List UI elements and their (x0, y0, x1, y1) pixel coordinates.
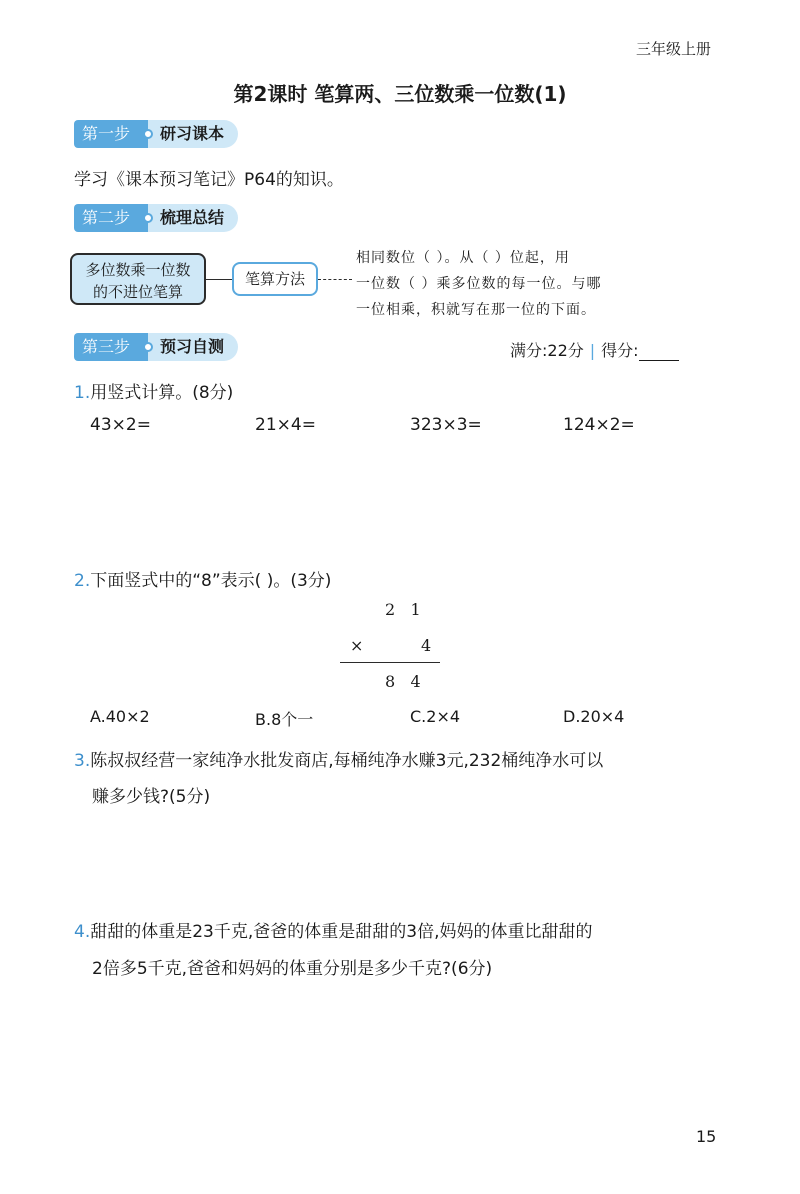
score-area (510, 338, 679, 361)
question-4-line-1: 甜甜的体重是23千克,爸爸的体重是甜甜的3倍,妈妈的体重比甜甜的 (90, 922, 593, 942)
vertical-row-1: 2 1 (385, 600, 421, 619)
score-separator: | (589, 341, 596, 360)
step-3-header (74, 333, 238, 361)
score-label: 得分: (601, 341, 639, 360)
question-3-number: 3. (74, 751, 91, 771)
mindmap-branch: 笔算方法 (232, 262, 318, 296)
step-dot-icon (143, 213, 153, 223)
step-dot-icon (143, 129, 153, 139)
step-1-tag: 第一步 (74, 120, 148, 148)
question-1-number: 1. (74, 383, 91, 403)
mindmap-dash-connector (318, 279, 352, 280)
page-number: 15 (696, 1127, 717, 1146)
score-blank[interactable] (639, 344, 679, 361)
question-4-line-2: 2倍多5千克,爸爸和妈妈的体重分别是多少千克?(6分) (92, 959, 493, 979)
lesson-title: 第2课时 笔算两、三位数乘一位数(1) (233, 82, 567, 106)
step-2-name: 梳理总结 (148, 204, 238, 232)
question-2 (74, 566, 331, 591)
study-text: 学习《课本预习笔记》P64的知识。 (74, 170, 344, 190)
mindmap-line-2: 一位数（ ）乘多位数的每一位。与哪 (356, 276, 602, 292)
grade-label: 三年级上册 (636, 40, 712, 58)
calc-item-4: 124×2= (563, 415, 635, 435)
question-4-number: 4. (74, 922, 91, 942)
mindmap-root (70, 253, 206, 305)
question-3 (74, 746, 603, 771)
step-3-name: 预习自测 (148, 333, 238, 361)
option-d[interactable]: D.20×4 (563, 707, 625, 726)
question-1-text: 用竖式计算。(8分) (90, 383, 234, 403)
question-4 (74, 917, 593, 942)
full-score: 满分:22分 (510, 341, 584, 360)
mindmap-root-line1: 多位数乘一位数 (85, 261, 191, 279)
question-3-line-2: 赚多少钱?(5分) (92, 787, 211, 807)
option-b[interactable]: B.8个一 (255, 710, 314, 729)
vertical-row-2: 4 (421, 636, 432, 655)
mindmap-root-line2: 的不进位笔算 (92, 283, 183, 301)
mindmap-connector (206, 279, 232, 280)
question-3-line-1: 陈叔叔经营一家纯净水批发商店,每桶纯净水赚3元,232桶纯净水可以 (90, 751, 604, 771)
question-2-number: 2. (74, 571, 91, 591)
step-2-tag: 第二步 (74, 204, 148, 232)
step-1-name: 研习课本 (148, 120, 238, 148)
option-c[interactable]: C.2×4 (410, 707, 461, 726)
question-2-text: 下面竖式中的“8”表示( )。(3分) (90, 571, 332, 591)
vertical-line (340, 662, 440, 663)
calc-item-1: 43×2= (90, 415, 151, 435)
step-dot-icon (143, 342, 153, 352)
mindmap-line-3: 一位相乘，积就写在那一位的下面。 (356, 302, 596, 318)
step-2-header (74, 204, 238, 232)
question-1 (74, 378, 233, 403)
vertical-times: × (350, 636, 364, 655)
step-3-tag: 第三步 (74, 333, 148, 361)
mindmap-line-1: 相同数位（ ）。从（ ）位起，用 (356, 250, 570, 266)
vertical-result: 8 4 (385, 672, 421, 691)
calc-item-2: 21×4= (255, 415, 316, 435)
calc-item-3: 323×3= (410, 415, 482, 435)
step-1-header (74, 120, 238, 148)
option-a[interactable]: A.40×2 (90, 707, 150, 726)
